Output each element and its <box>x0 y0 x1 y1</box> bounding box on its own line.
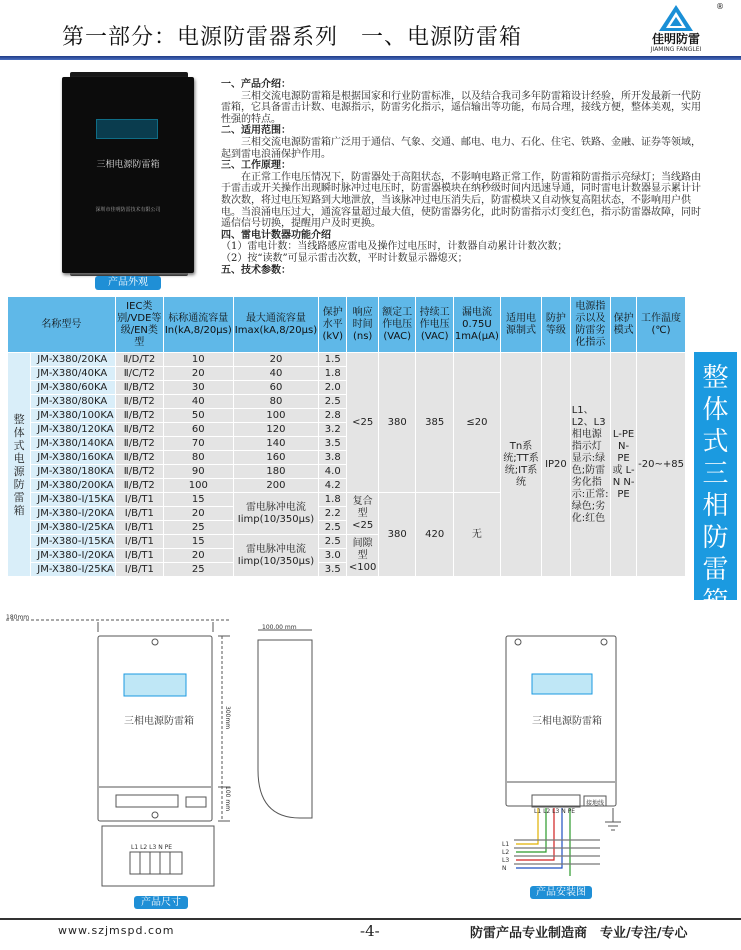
install-wiring <box>514 808 600 876</box>
cell-response: <25 <box>347 353 379 493</box>
cell-rated-voltage: 380 <box>378 493 415 577</box>
cell-up: 4.2 <box>319 479 347 493</box>
col-header: 适用电源制式 <box>500 297 541 353</box>
front-view-drawing <box>6 620 230 821</box>
cell-model: JM-X380/200KA <box>31 479 116 493</box>
cell-in: 25 <box>163 563 233 577</box>
cell-in: 30 <box>163 381 233 395</box>
col-header: 防护等级 <box>542 297 571 353</box>
tag-product-size: 产品尺寸 <box>134 896 188 909</box>
cell-model: JM-X380/160KA <box>31 451 116 465</box>
col-header: 保护水平(kV) <box>319 297 347 353</box>
cell-in: 100 <box>163 479 233 493</box>
cell-iec: Ⅱ/B/T2 <box>115 437 163 451</box>
cell-indicator: L1、L2、L3相电源指示灯显示:绿色;防雷劣化指示:正常:绿色;劣化:红色 <box>570 353 610 577</box>
cell-model: JM-X380/60KA <box>31 381 116 395</box>
cell-in: 20 <box>163 507 233 521</box>
product-photo-maker: 深圳市佳明防雷技术有限公司 <box>95 207 161 213</box>
cell-up: 3.5 <box>319 563 347 577</box>
col-header: 持续工作电压(VAC) <box>416 297 453 353</box>
section-text: （1）雷电计数：当线路感应雷电及操作过电压时，计数器自动累计计数次数； <box>221 241 568 253</box>
col-header: 漏电流0.75U 1mA(μA) <box>453 297 500 353</box>
cell-leakage: 无 <box>453 493 500 577</box>
page-number: -4- <box>360 922 380 940</box>
wire-label: N <box>502 865 507 872</box>
cell-model: JM-X380-I/20KA <box>31 507 116 521</box>
cell-imax: 160 <box>233 451 318 465</box>
cell-iec: Ⅱ/B/T2 <box>115 381 163 395</box>
cell-in: 15 <box>163 535 233 549</box>
col-header: 最大通流容量Imax(kA,8/20μs) <box>233 297 318 353</box>
col-header: 电源指示以及防雷劣化指示 <box>570 297 610 353</box>
cell-up: 3.0 <box>319 549 347 563</box>
dim-100-height: 100 mm <box>224 786 231 812</box>
cell-in: 15 <box>163 493 233 507</box>
wire-label: L2 <box>502 849 510 856</box>
cell-iec: Ⅰ/B/T1 <box>115 521 163 535</box>
cell-response-gap: 间隙型<100 <box>347 535 379 577</box>
terminal-view-drawing <box>102 826 214 886</box>
cell-model: JM-X380/20KA <box>31 353 116 367</box>
cell-in: 20 <box>163 549 233 563</box>
cell-protection-mode: L-PE N-PE 或 L-N N-PE <box>611 353 637 577</box>
cell-up: 2.2 <box>319 507 347 521</box>
dim-300: 300mm <box>224 706 231 730</box>
cell-imax: 200 <box>233 479 318 493</box>
cell-up: 1.8 <box>319 367 347 381</box>
col-header: 工作温度(℃) <box>637 297 686 353</box>
cell-model: JM-X380-I/25KA <box>31 521 116 535</box>
side-category-label: 整体式三相防雷箱 <box>694 352 737 600</box>
cell-up: 2.5 <box>319 521 347 535</box>
cell-in: 60 <box>163 423 233 437</box>
cell-model: JM-X380/180KA <box>31 465 116 479</box>
col-header: 标称通流容量In(kA,8/20μs) <box>163 297 233 353</box>
cell-in: 10 <box>163 353 233 367</box>
cell-model: JM-X380/100KA <box>31 409 116 423</box>
wire-label: L3 <box>502 857 510 864</box>
terminal-labels: L1 L2 L3 N PE <box>131 844 173 851</box>
cell-in: 90 <box>163 465 233 479</box>
section-title: 三、工作原理： <box>221 160 291 172</box>
cell-in: 70 <box>163 437 233 451</box>
cell-model: JM-X380-I/15KA <box>31 493 116 507</box>
cell-iec: Ⅱ/D/T2 <box>115 353 163 367</box>
cell-up: 2.0 <box>319 381 347 395</box>
cell-imax: 100 <box>233 409 318 423</box>
cell-imax: 80 <box>233 395 318 409</box>
cell-model: JM-X380-I/25KA <box>31 563 116 577</box>
footer-url: www.szjmspd.com <box>58 924 175 937</box>
cell-iec: Ⅱ/B/T2 <box>115 395 163 409</box>
section-title: 一、产品介绍： <box>221 79 291 90</box>
cell-up: 3.5 <box>319 437 347 451</box>
col-header: 保护模式 <box>611 297 637 353</box>
col-header: 额定工作电压(VAC) <box>378 297 415 353</box>
section-text: 三相交流电源防雷箱广泛用于通信、气象、交通、邮电、电力、石化、住宅、铁路、金融、证券等领域，起到雷电浪涌保护作用。 <box>221 136 701 160</box>
cell-up: 3.8 <box>319 451 347 465</box>
wire-label: L1 <box>502 841 510 848</box>
terminal-labels-install: L1 L2 L3 N PE <box>534 808 576 815</box>
cell-iec: Ⅱ/C/T2 <box>115 367 163 381</box>
cell-model: JM-X380/140KA <box>31 437 116 451</box>
cell-in: 20 <box>163 367 233 381</box>
cell-imax: 120 <box>233 423 318 437</box>
cell-model: JM-X380/120KA <box>31 423 116 437</box>
cell-imax: 20 <box>233 353 318 367</box>
cell-model: JM-X380-I/20KA <box>31 549 116 563</box>
cell-iec: Ⅱ/B/T2 <box>115 409 163 423</box>
cell-up: 2.8 <box>319 409 347 423</box>
cell-up: 1.8 <box>319 493 347 507</box>
cell-up: 2.5 <box>319 395 347 409</box>
footer-slogan: 防雷产品专业制造商 专业/专注/专心 <box>470 926 688 941</box>
cell-in: 25 <box>163 521 233 535</box>
cell-iec: Ⅰ/B/T1 <box>115 563 163 577</box>
cell-iec: Ⅱ/B/T2 <box>115 451 163 465</box>
cell-response-composite: 复合型<25 <box>347 493 379 535</box>
cell-imax: 140 <box>233 437 318 451</box>
cell-power-system: Tn系统;TT系统;IT系统 <box>500 353 541 577</box>
section-title: 五、技术参数： <box>221 264 291 276</box>
cell-impulse-current: 雷电脉冲电流Iimp(10/350μs) <box>233 535 318 577</box>
cell-continuous-voltage: 420 <box>416 493 453 577</box>
col-header: 名称型号 <box>8 297 116 353</box>
product-photo-label: 三相电源防雷箱 <box>96 160 160 170</box>
side-view-drawing <box>258 630 312 818</box>
cell-iec: Ⅰ/B/T1 <box>115 535 163 549</box>
col-header: IEC类别/VDE等级/EN类型 <box>115 297 163 353</box>
cell-in: 40 <box>163 395 233 409</box>
cell-model: JM-X380-I/15KA <box>31 535 116 549</box>
cell-iec: Ⅰ/B/T1 <box>115 493 163 507</box>
cell-iec: Ⅰ/B/T1 <box>115 507 163 521</box>
cell-ip: IP20 <box>542 353 571 577</box>
section-title: 四、雷电计数器功能介绍 <box>221 229 331 241</box>
cell-continuous-voltage: 385 <box>416 353 453 493</box>
cell-temperature: -20~+85 <box>637 353 686 577</box>
footer-rule <box>0 918 741 920</box>
cell-up: 1.5 <box>319 353 347 367</box>
cell-up: 2.5 <box>319 535 347 549</box>
box-label-install: 三相电源防雷箱 <box>532 716 602 727</box>
box-label: 三相电源防雷箱 <box>124 716 194 727</box>
cell-iec: Ⅰ/B/T1 <box>115 549 163 563</box>
cell-iec: Ⅱ/B/T2 <box>115 465 163 479</box>
registered-mark: ® <box>716 2 724 11</box>
logo-chinese-name: 佳明防雷 <box>651 32 700 46</box>
tag-install: 产品安装图 <box>530 886 592 899</box>
cell-in: 50 <box>163 409 233 423</box>
cell-model: JM-X380/80KA <box>31 395 116 409</box>
section-text: （2）按“读数”可显示雷击次数，平时计数显示器熄灭； <box>221 252 468 264</box>
cell-iec: Ⅱ/B/T2 <box>115 479 163 493</box>
cell-up: 3.2 <box>319 423 347 437</box>
cell-imax: 180 <box>233 465 318 479</box>
cell-imax: 40 <box>233 367 318 381</box>
cell-in: 80 <box>163 451 233 465</box>
cell-rated-voltage: 380 <box>378 353 415 493</box>
tag-product-appearance: 产品外观 <box>95 276 161 290</box>
cell-leakage: ≤20 <box>453 353 500 493</box>
section-text: 三相交流电源防雷箱是根据国家和行业防雷标准，以及结合我司多年防雷箱设计经验，所开发最新一代防雷箱，它具备雷击计数、电源指示，防雷劣化指示，遥信输出等功能，布局合理，接线方便，整体美观，实用性强的特点。 <box>221 90 701 125</box>
group-label: 整体式电源防雷箱 <box>8 353 31 577</box>
earth-label: 接地线 <box>586 800 605 807</box>
col-header: 响应时间(ns) <box>347 297 379 353</box>
section-title: 二、适用范围： <box>221 125 291 137</box>
logo-english-name: JIAMING FANGLEI <box>650 46 702 53</box>
section-text: 在正常工作电压情况下，防雷器处于高阻状态，不影响电路正常工作，防雷箱防雷指示亮绿灯；当线路由于雷击或开关操作出现瞬时脉冲过电压时，防雷器模块在纳秒级时间内迅速导通，同时雷电计数器显示累计计数次数，将过电压短路到大地泄放，当该脉冲过电压消失后，防雷模块又自动恢复高阻状态，不影响用户供电。当浪涌电压过大，通流容量超过最大值，使防雷器劣化，此时防雷指示灯变红色，指示防雷器故障，同时遥信信号切换，提醒用户及时更换。 <box>221 171 701 230</box>
cell-model: JM-X380/40KA <box>31 367 116 381</box>
cell-impulse-current: 雷电脉冲电流Iimp(10/350μs) <box>233 493 318 535</box>
dim-180: 180mm <box>6 614 30 621</box>
dim-100-width: 100.00 mm <box>262 624 297 631</box>
page-title: 第一部分：电源防雷器系列 一、电源防雷箱 <box>62 25 523 50</box>
cell-imax: 60 <box>233 381 318 395</box>
cell-up: 4.0 <box>319 465 347 479</box>
cell-iec: Ⅱ/B/T2 <box>115 423 163 437</box>
